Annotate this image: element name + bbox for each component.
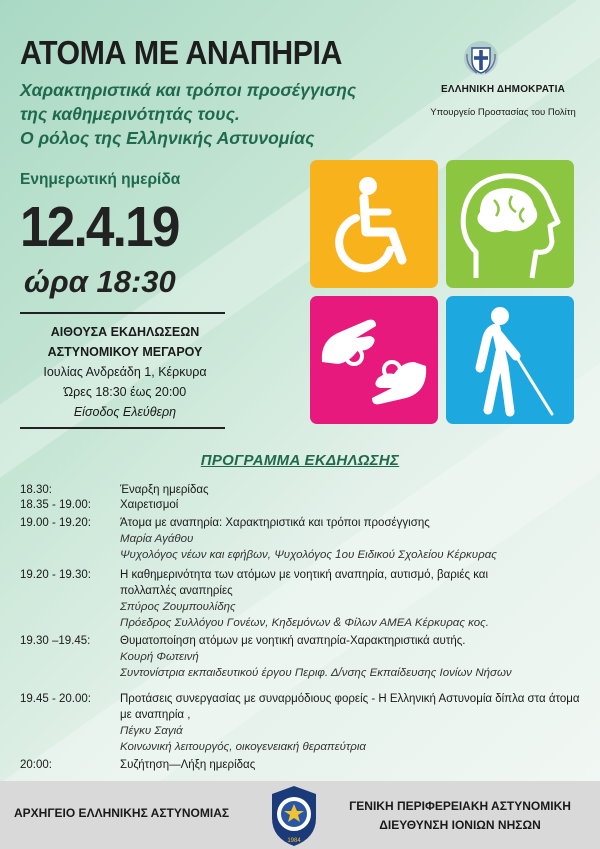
program-time: 20:00: bbox=[20, 759, 52, 771]
sign-language-icon bbox=[310, 296, 438, 424]
program-item bbox=[20, 515, 590, 567]
tile-sign-language bbox=[310, 296, 438, 424]
program-desc: Η καθημερινότητα των ατόμων με νοητική αναπηρία, αυτισμό, βαριές και πολλαπλές αναπηρίες bbox=[120, 569, 489, 597]
poster-title: ΑΤΟΜΑ ΜΕ ΑΝΑΠΗΡΙΑ bbox=[20, 34, 342, 71]
divider bbox=[20, 312, 225, 314]
program-title: ΠΡΟΓΡΑΜΜΑ ΕΚΔΗΛΩΣΗΣ bbox=[200, 452, 400, 469]
program-desc: Προτάσεις συνεργασίας με συναρμόδιους φορείς - Η Ελληνική Αστυνομία δίπλα στα άτομα με αναπηρία , bbox=[120, 693, 580, 721]
republic-label: ΕΛΛΗΝΙΚΗ ΔΗΜΟΚΡΑΤΙΑ bbox=[440, 84, 566, 95]
wheelchair-icon bbox=[310, 160, 438, 288]
program-desc: Άτομα με αναπηρία: Χαρακτηριστικά και τρόποι προσέγγισης bbox=[120, 517, 430, 529]
program-time: 19.20 - 19.30: bbox=[20, 569, 91, 581]
program-desc: Χαιρετισμοί bbox=[120, 499, 179, 511]
event-date: 12.4.19 bbox=[20, 195, 179, 259]
greek-emblem-icon bbox=[463, 40, 499, 76]
program-time: 18.35 - 19.00: bbox=[20, 499, 91, 511]
speaker-name: Μαρία Αγάθου bbox=[120, 533, 194, 545]
venue-hours: Ώρες 18:30 έως 20:00 bbox=[63, 385, 187, 399]
program-item bbox=[20, 691, 590, 759]
brain-head-icon bbox=[446, 160, 574, 288]
program-time: 19.30 –19.45: bbox=[20, 635, 91, 647]
poster-subtitle bbox=[20, 78, 380, 150]
speaker-role: Πρόεδρος Συλλόγου Γονέων, Κηδεμόνων & Φίλων ΑΜΕΑ Κέρκυρας κος. bbox=[120, 617, 489, 629]
venue-name-line: ΑΙΘΟΥΣΑ ΕΚΔΗΛΩΣΕΩΝ bbox=[50, 325, 200, 339]
divider bbox=[20, 427, 225, 429]
footer-directorate bbox=[345, 797, 575, 835]
program-desc: Έναρξη ημερίδας bbox=[120, 484, 209, 496]
program-time: 19.45 - 20.00: bbox=[20, 693, 91, 705]
program-time: 18.30: bbox=[20, 484, 52, 496]
subtitle-line: της καθημερινότητάς τους. bbox=[20, 104, 240, 124]
speaker-name: Κουρή Φωτεινή bbox=[120, 651, 199, 663]
speaker-role: Κοινωνική λειτουργός, οικογενειακή θεραπεύτρια bbox=[120, 741, 366, 753]
program-item bbox=[20, 499, 590, 515]
program-desc: Θυματοποίηση ατόμων με νοητική αναπηρία-Χαρακτηριστικά αυτής. bbox=[120, 635, 466, 647]
program-item bbox=[20, 567, 590, 633]
directorate-line: ΔΙΕΥΘΥΝΣΗ ΙΟΝΙΩΝ ΝΗΣΩΝ bbox=[379, 818, 541, 832]
government-block bbox=[418, 84, 588, 118]
venue-name-line: ΑΣΤΥΝΟΜΙΚΟΥ ΜΕΓΑΡΟΥ bbox=[47, 345, 203, 359]
tile-brain bbox=[446, 160, 574, 288]
blind-cane-icon bbox=[446, 296, 574, 424]
footer-hq: ΑΡΧΗΓΕΙΟ ΕΛΛΗΝΙΚΗΣ ΑΣΤΥΝΟΜΙΑΣ bbox=[14, 806, 230, 820]
venue-entry: Είσοδος Ελεύθερη bbox=[73, 405, 177, 419]
venue-address: Ιουλίας Ανδρεάδη 1, Κέρκυρα bbox=[43, 365, 207, 379]
program-item bbox=[20, 633, 590, 691]
subtitle-line: Ο ρόλος της Ελληνικής Αστυνομίας bbox=[20, 128, 315, 148]
venue-block bbox=[20, 322, 230, 422]
ministry-label: Υπουργείο Προστασίας του Πολίτη bbox=[430, 107, 576, 118]
speaker-name: Πέγκυ Σαγιά bbox=[120, 725, 183, 737]
event-time: ώρα 18:30 bbox=[24, 264, 176, 299]
program-time: 19.00 - 19.20: bbox=[20, 517, 91, 529]
speaker-name: Σπύρος Ζουμπουλίδης bbox=[120, 601, 236, 613]
program-item bbox=[20, 759, 590, 775]
program-desc: Συζήτηση—Λήξη ημερίδας bbox=[120, 759, 256, 771]
police-badge-icon bbox=[268, 784, 320, 848]
tile-wheelchair bbox=[310, 160, 438, 288]
event-label: Ενημερωτική ημερίδα bbox=[20, 171, 181, 188]
program-item bbox=[20, 484, 590, 499]
tile-blind bbox=[446, 296, 574, 424]
program-list bbox=[20, 484, 590, 775]
badge-year: 1984 bbox=[287, 838, 301, 844]
subtitle-line: Χαρακτηριστικά και τρόποι προσέγγισης bbox=[20, 80, 357, 100]
speaker-role: Ψυχολόγος νέων και εφήβων, Ψυχολόγος 1ου Ειδικού Σχολείου Κέρκυρας bbox=[120, 549, 497, 561]
speaker-role: Συντονίστρια εκπαιδευτικού έργου Περιφ. Δ/νσης Εκπαίδευσης Ιονίων Νήσων bbox=[120, 667, 512, 679]
directorate-line: ΓΕΝΙΚΗ ΠΕΡΙΦΕΡΕΙΑΚΗ ΑΣΤΥΝΟΜΙΚΗ bbox=[349, 799, 571, 813]
